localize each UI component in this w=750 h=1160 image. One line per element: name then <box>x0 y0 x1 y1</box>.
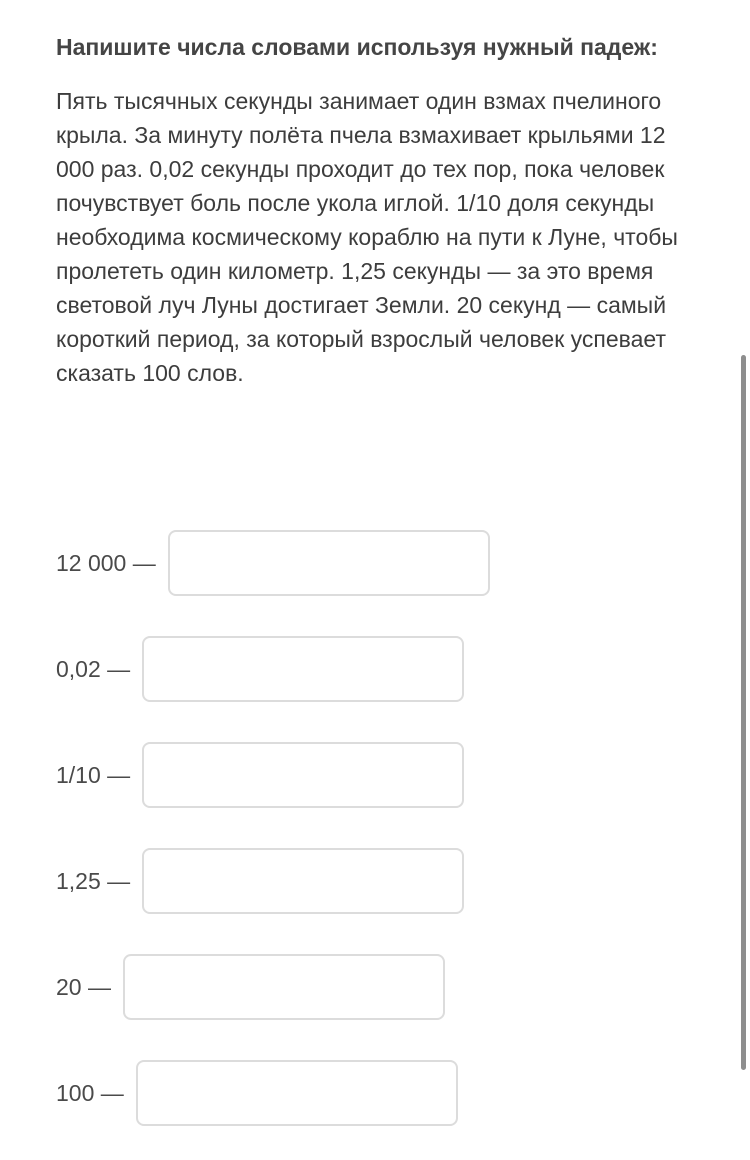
answer-row-1-10 <box>56 742 464 808</box>
answer-input-20[interactable] <box>123 954 445 1020</box>
answer-row-12000 <box>56 530 490 596</box>
answer-label: 0,02 — <box>56 655 131 682</box>
answer-row-100 <box>56 1060 458 1126</box>
answer-input-1-25[interactable] <box>142 848 464 914</box>
scrollbar[interactable] <box>741 355 746 1070</box>
answer-input-12000[interactable] <box>168 530 490 596</box>
answer-label: 1,25 — <box>56 867 131 894</box>
answer-label: 100 — <box>56 1079 124 1106</box>
answer-label: 20 — <box>56 973 111 1000</box>
answer-input-1-10[interactable] <box>142 742 464 808</box>
task-title: Напишите числа словами используя нужный падеж: <box>56 34 658 60</box>
answer-label: 12 000 — <box>56 549 156 576</box>
answer-row-20 <box>56 954 445 1020</box>
answer-row-0-02 <box>56 636 464 702</box>
answer-label: 1/10 — <box>56 761 131 788</box>
answer-row-1-25 <box>56 848 464 914</box>
answer-input-0-02[interactable] <box>142 636 464 702</box>
answer-input-100[interactable] <box>136 1060 458 1126</box>
task-text: Пять тысячных секунды занимает один взмах пчелиного крыла. За минуту полёта пчела взмахивает крыльями 12 000 раз. 0,02 секунды проходит до тех пор, пока человек почувствует боль после укола иглой. 1/10 доля секунды необходима космическому кораблю на пути к Луне, чтобы пролететь один километр. 1,25 секунды — за это время световой луч Луны достигает Земли. 20 секунд — самый короткий период, за который взрослый человек успевает сказать 100 слов. <box>56 88 678 386</box>
task-content <box>56 30 686 390</box>
